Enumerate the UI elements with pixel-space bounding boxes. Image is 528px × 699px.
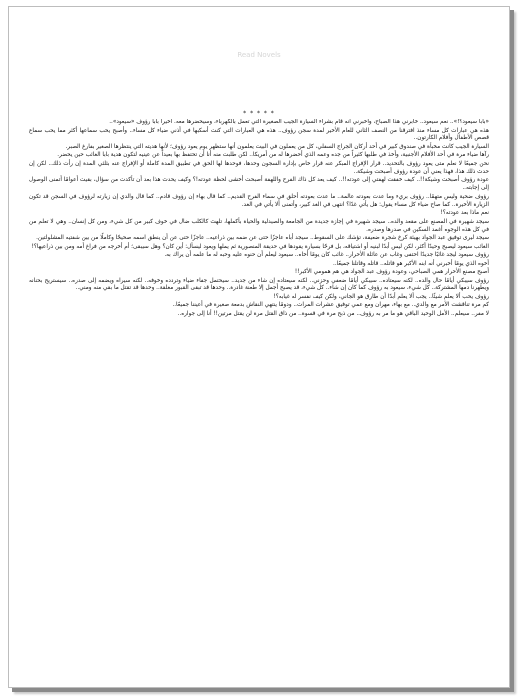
paragraph: أصبح مصنع الأحرار همي الصباحي، وعودة رؤوف عبد الجواد هي هم همومي الأكبر!! xyxy=(294,269,489,276)
paragraph: لا مفر.. سيعلم.. الأمل الوحيد الباقي هو ما مر به رؤوف.. من ذبح مرة في قسوة.. من ذاق القتل مرة لن يقتل مرتين!! أنا إلى جواره.. xyxy=(177,310,489,317)
paragraph: نحن جميعًا لا نعلم متى يعود رؤوف بالتحديد.. قرار الإفراج المبكر عنه قرار خاص بإدارة السجون وحدها، فوحدها لها الحق في تطبيق المدة كاملة أو الإفراج عنه بثلثي المدة إن رأت ذلك.. لكن إن حدث ذلك هذا، فهذا يعني أن عودة رؤوف أصبحت وشيكة.. xyxy=(29,160,489,175)
paragraph: رؤوف يحب ألا يعلم شيئًا.. يجب ألا يعلم أبدًا أن طارق هو الجاني، ولكن كيف نفسر له غيابه؟! xyxy=(273,293,489,300)
paragraph: أخوه الذي يومًا أخبرني أنه ابنه الأكبر هو قاتله.. قاتله وقاتلنا جميعًا.. xyxy=(333,260,489,267)
paragraph: رؤوف ضحية وليس متهمًا.. رؤوف بريء وما عدت بعودته عالمة.. ما عدت بعودته أحلق في سماء الفرح القديم.. كما قال بهاء إن رؤوف قادم.. كما قال والدي إن زيارته لرؤوف في السجن قد تكون الزيارة الأخيرة.. كما صاح ضياء كل مساء يقول: هل يأتي غدًا؟ انتهى في الغد كبير، وأتمنى ألا يأتي في الغد. xyxy=(29,193,489,208)
paragraph: رآها ضياء مرة في أحد الأفلام الأجنبية، وأخذ في طلبها كثيراً من جده وعمه الذي أحضرها له من أمريكا.. لكن طلبت منه أنا أن تحتفظ بها بعيداً عن عينيه لتكون هدية بابا الغائب حين يحضر. xyxy=(57,152,489,159)
paragraph: السيارة الجيب كانت مخبأة في صندوق كبير في أحد أركان الجراج السفلي، كل من يعملون في البيت يعلمون أنها ستظهر يوم يعود رؤوف؛ لأنها هديته التي ينتظرها الصغير بفارغ الصبر. xyxy=(65,143,489,150)
document-page xyxy=(8,6,510,688)
paragraph: سيجد ليرى توفيق عبد الجواد بهيئة كرخ شجرة ضعيفة، تؤشك على السقوط.. سيجد أباه عاجزًا حتى عن ضمه بين ذراعيه.. عاجزًا حتى عن أن ينطق اسمه صحيحًا وكاملًا من بين شفتيه المشلولتين. xyxy=(36,235,489,242)
paragraph: رؤوف سيبكي أيامًا حال والده.. لكنه سيعتاده.. سيبكي أيامًا ضعفي وحزني.. لكنه سيعتاده إن شاء من جديد.. سيحتمل جفاء ضياء وتردده وخوفه.. لكنه سيراه ويضمه إلى صدره.. سيستريح بحنانه ويطهرنا دمها المشتركة.. كل شيء، سيعود به رؤوف كما كان إن شاء.. كل شيء، قد يصبح أجمل إلا طعنة غادرة.. وحدها قد تبقى القبور مغلقة.. وحدها قد تقتل ما بقي منه ومني.. xyxy=(29,277,489,292)
paragraph: «بابا سيعود؟!».. نعم سيعود.. خابرني هذا الصباح، وأخبرني أنه قام بشراء السيارة الجيب الصغيرة التي تعمل بالكهرباء، وسيحضرها معه. أخيراً بابا رؤوف «سيعود».. xyxy=(109,119,489,125)
page-header: Read Novels xyxy=(237,51,281,59)
document-body xyxy=(29,119,489,677)
paragraph: كم مرة تناقشت الأمر مع والدي.. مع بهاء، مهران ومع عمي توفيق عشرات المرات.. ودومًا ينتهي النقاش بدمعة صغيرة في أعيننا جميعًا.. xyxy=(172,302,489,309)
paragraph: سيجد شهيرة في المصنع على مقعد والده.. سيجد شهيرة في إجازة جديدة من الجامعة والصيدلية والحياة بأكملها، تلهث كالكلب ضال في خوف كبير من كل شيء، ومن كل إنسان.. وهي لا تعلم من في كل هذه الوجوه أغمد السكين في صدرها وصدره. xyxy=(29,218,489,233)
paragraph: نعم ماذا بعد عودته؟! xyxy=(440,210,489,217)
paragraph: عودة رؤوف أصبحت وشيكة!!.. كيف خفقت لهفتي إلى عودته!!.. كيف يعد كل ذاك الفرح واللهفة أصبحت أخشى لحظة عودته!؟ وكيف يحدث هذا بعد أن تأكدت من سؤال، بقيت أعوامًا أتمنى الوصول إلى إجابته.. xyxy=(29,177,489,192)
section-separator: * * * * * xyxy=(243,110,275,117)
paragraph: هذه هي عبارات كل مساء منذ افترقنا من النصف الثاني للعام الأخير لمدة سجن رؤوف.. هذه هي العبارات التي كنت أسكبها في أذني ضياء كل مساء.. وأصبح يحب سماعها أكثر مما يحب سماع قصص الأطفال وأفلام الكارتون.. xyxy=(29,127,489,142)
paragraph: الغائب سيعود ليصبح وحيدًا أكثر، لكن ليس أبدًا لبنيه أو اشتياقه، بل فرحًا بسيارة يقودها في حديقة المنصورية ثم يملها ويعود ليسأل: أين كان؟ وهل سيبقى؛ أم أخرجه من فراغ أمه ومن بين ذراعيها؟! xyxy=(31,243,489,250)
paragraph: رؤوف سيعود ليجد غائبًا جديدًا احتفى وغاب عن عائلة الأحرار.. غائب كان يومًا أخاه.. سيعود ليعلم أن حنوه عليه وحبه له ما علمه أن يراك به. xyxy=(164,252,489,259)
